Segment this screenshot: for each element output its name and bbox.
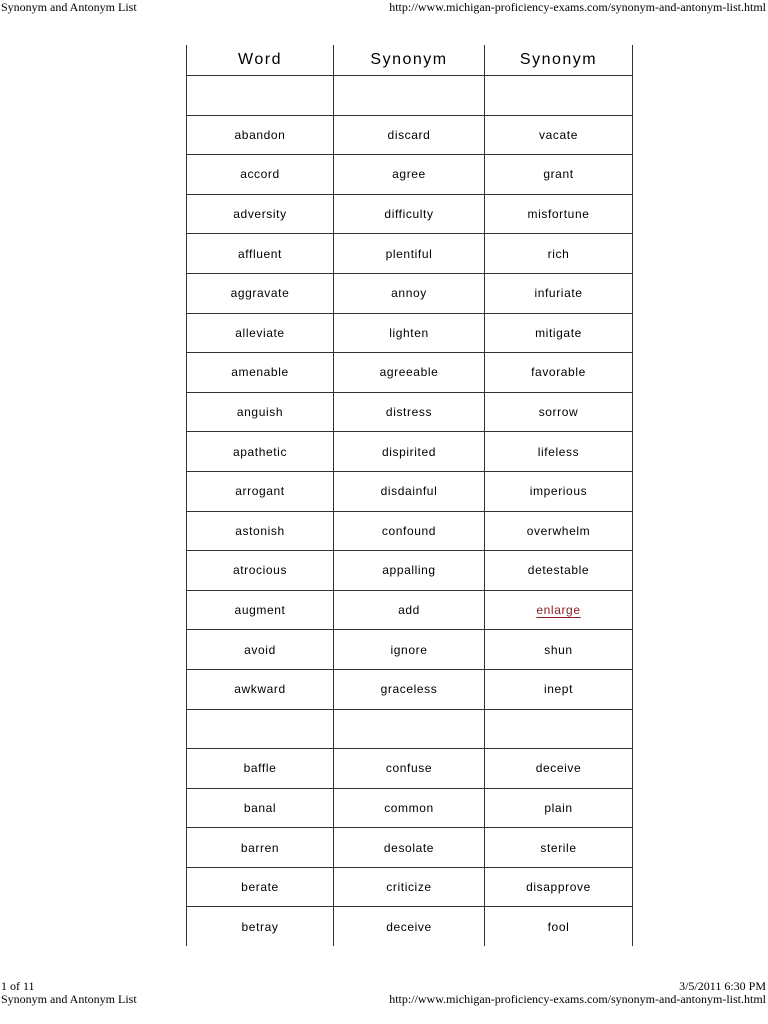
column-header-synonym-2: Synonym [485, 45, 633, 76]
synonym-cell: grant [485, 155, 633, 195]
synonym-cell: sorrow [485, 392, 633, 432]
word-cell: accord [187, 155, 334, 195]
table-row [187, 828, 633, 868]
print-header-title: Synonym and Antonym List [1, 0, 137, 14]
table-row [187, 392, 633, 432]
table-row [187, 76, 633, 116]
synonym-cell: fool [485, 907, 633, 946]
synonym-cell: mitigate [485, 313, 633, 353]
synonym-cell: overwhelm [485, 511, 633, 551]
column-header-word: Word [187, 45, 334, 76]
synonym-cell: deceive [334, 907, 485, 946]
synonym-cell [485, 709, 633, 749]
synonym-cell: agree [334, 155, 485, 195]
word-cell: avoid [187, 630, 334, 670]
synonym-cell: disdainful [334, 471, 485, 511]
synonym-cell: common [334, 788, 485, 828]
word-cell: berate [187, 867, 334, 907]
print-footer-url: http://www.michigan-proficiency-exams.com/synonym-and-antonym-list.html [389, 992, 766, 1006]
synonym-cell: plentiful [334, 234, 485, 274]
table-row [187, 511, 633, 551]
word-cell: abandon [187, 115, 334, 155]
synonym-cell: criticize [334, 867, 485, 907]
word-cell: amenable [187, 353, 334, 393]
word-cell: apathetic [187, 432, 334, 472]
synonym-cell: ignore [334, 630, 485, 670]
synonym-cell: misfortune [485, 194, 633, 234]
synonym-cell: vacate [485, 115, 633, 155]
synonym-cell: disapprove [485, 867, 633, 907]
synonym-cell: discard [334, 115, 485, 155]
synonym-cell [485, 590, 633, 630]
table-row [187, 313, 633, 353]
print-datetime: 3/5/2011 6:30 PM [679, 979, 766, 993]
synonym-cell: graceless [334, 669, 485, 709]
synonym-cell: sterile [485, 828, 633, 868]
word-cell: atrocious [187, 551, 334, 591]
word-cell: astonish [187, 511, 334, 551]
table-header-row [187, 45, 633, 76]
synonym-cell: desolate [334, 828, 485, 868]
synonym-cell: infuriate [485, 273, 633, 313]
synonym-cell: appalling [334, 551, 485, 591]
table-row [187, 630, 633, 670]
synonym-cell: confuse [334, 749, 485, 789]
word-cell: aggravate [187, 273, 334, 313]
synonym-cell: lifeless [485, 432, 633, 472]
synonym-cell: agreeable [334, 353, 485, 393]
synonym-table [186, 45, 633, 946]
synonym-link[interactable]: enlarge [536, 603, 581, 618]
table-row [187, 749, 633, 789]
synonym-cell: add [334, 590, 485, 630]
print-footer-title: Synonym and Antonym List [1, 992, 137, 1006]
table-row [187, 194, 633, 234]
synonym-cell: rich [485, 234, 633, 274]
synonym-cell [334, 709, 485, 749]
table-row [187, 353, 633, 393]
synonym-cell: deceive [485, 749, 633, 789]
synonym-cell: difficulty [334, 194, 485, 234]
synonym-cell: annoy [334, 273, 485, 313]
synonym-cell: shun [485, 630, 633, 670]
word-cell: awkward [187, 669, 334, 709]
synonym-cell: favorable [485, 353, 633, 393]
word-cell: barren [187, 828, 334, 868]
synonym-cell: distress [334, 392, 485, 432]
word-cell: arrogant [187, 471, 334, 511]
synonym-cell [334, 76, 485, 116]
table-row [187, 709, 633, 749]
table-row [187, 590, 633, 630]
word-cell: augment [187, 590, 334, 630]
word-cell [187, 76, 334, 116]
word-cell: affluent [187, 234, 334, 274]
synonym-cell: lighten [334, 313, 485, 353]
word-cell: alleviate [187, 313, 334, 353]
synonym-cell: inept [485, 669, 633, 709]
word-cell: banal [187, 788, 334, 828]
synonym-cell: imperious [485, 471, 633, 511]
table-row [187, 471, 633, 511]
synonym-cell: detestable [485, 551, 633, 591]
word-cell: anguish [187, 392, 334, 432]
word-cell: baffle [187, 749, 334, 789]
synonym-cell: plain [485, 788, 633, 828]
synonym-cell: dispirited [334, 432, 485, 472]
word-cell [187, 709, 334, 749]
table-row [187, 432, 633, 472]
synonym-cell: confound [334, 511, 485, 551]
synonym-cell [485, 76, 633, 116]
table-row [187, 155, 633, 195]
word-cell: adversity [187, 194, 334, 234]
table-row [187, 907, 633, 946]
table-row [187, 551, 633, 591]
page-counter: 1 of 11 [1, 979, 35, 993]
table-row [187, 788, 633, 828]
column-header-synonym-1: Synonym [334, 45, 485, 76]
table-row [187, 273, 633, 313]
table-row [187, 115, 633, 155]
table-row [187, 234, 633, 274]
word-cell: betray [187, 907, 334, 946]
table-body [187, 76, 633, 947]
table-row [187, 669, 633, 709]
print-header-url: http://www.michigan-proficiency-exams.com/synonym-and-antonym-list.html [389, 0, 766, 14]
table-row [187, 867, 633, 907]
